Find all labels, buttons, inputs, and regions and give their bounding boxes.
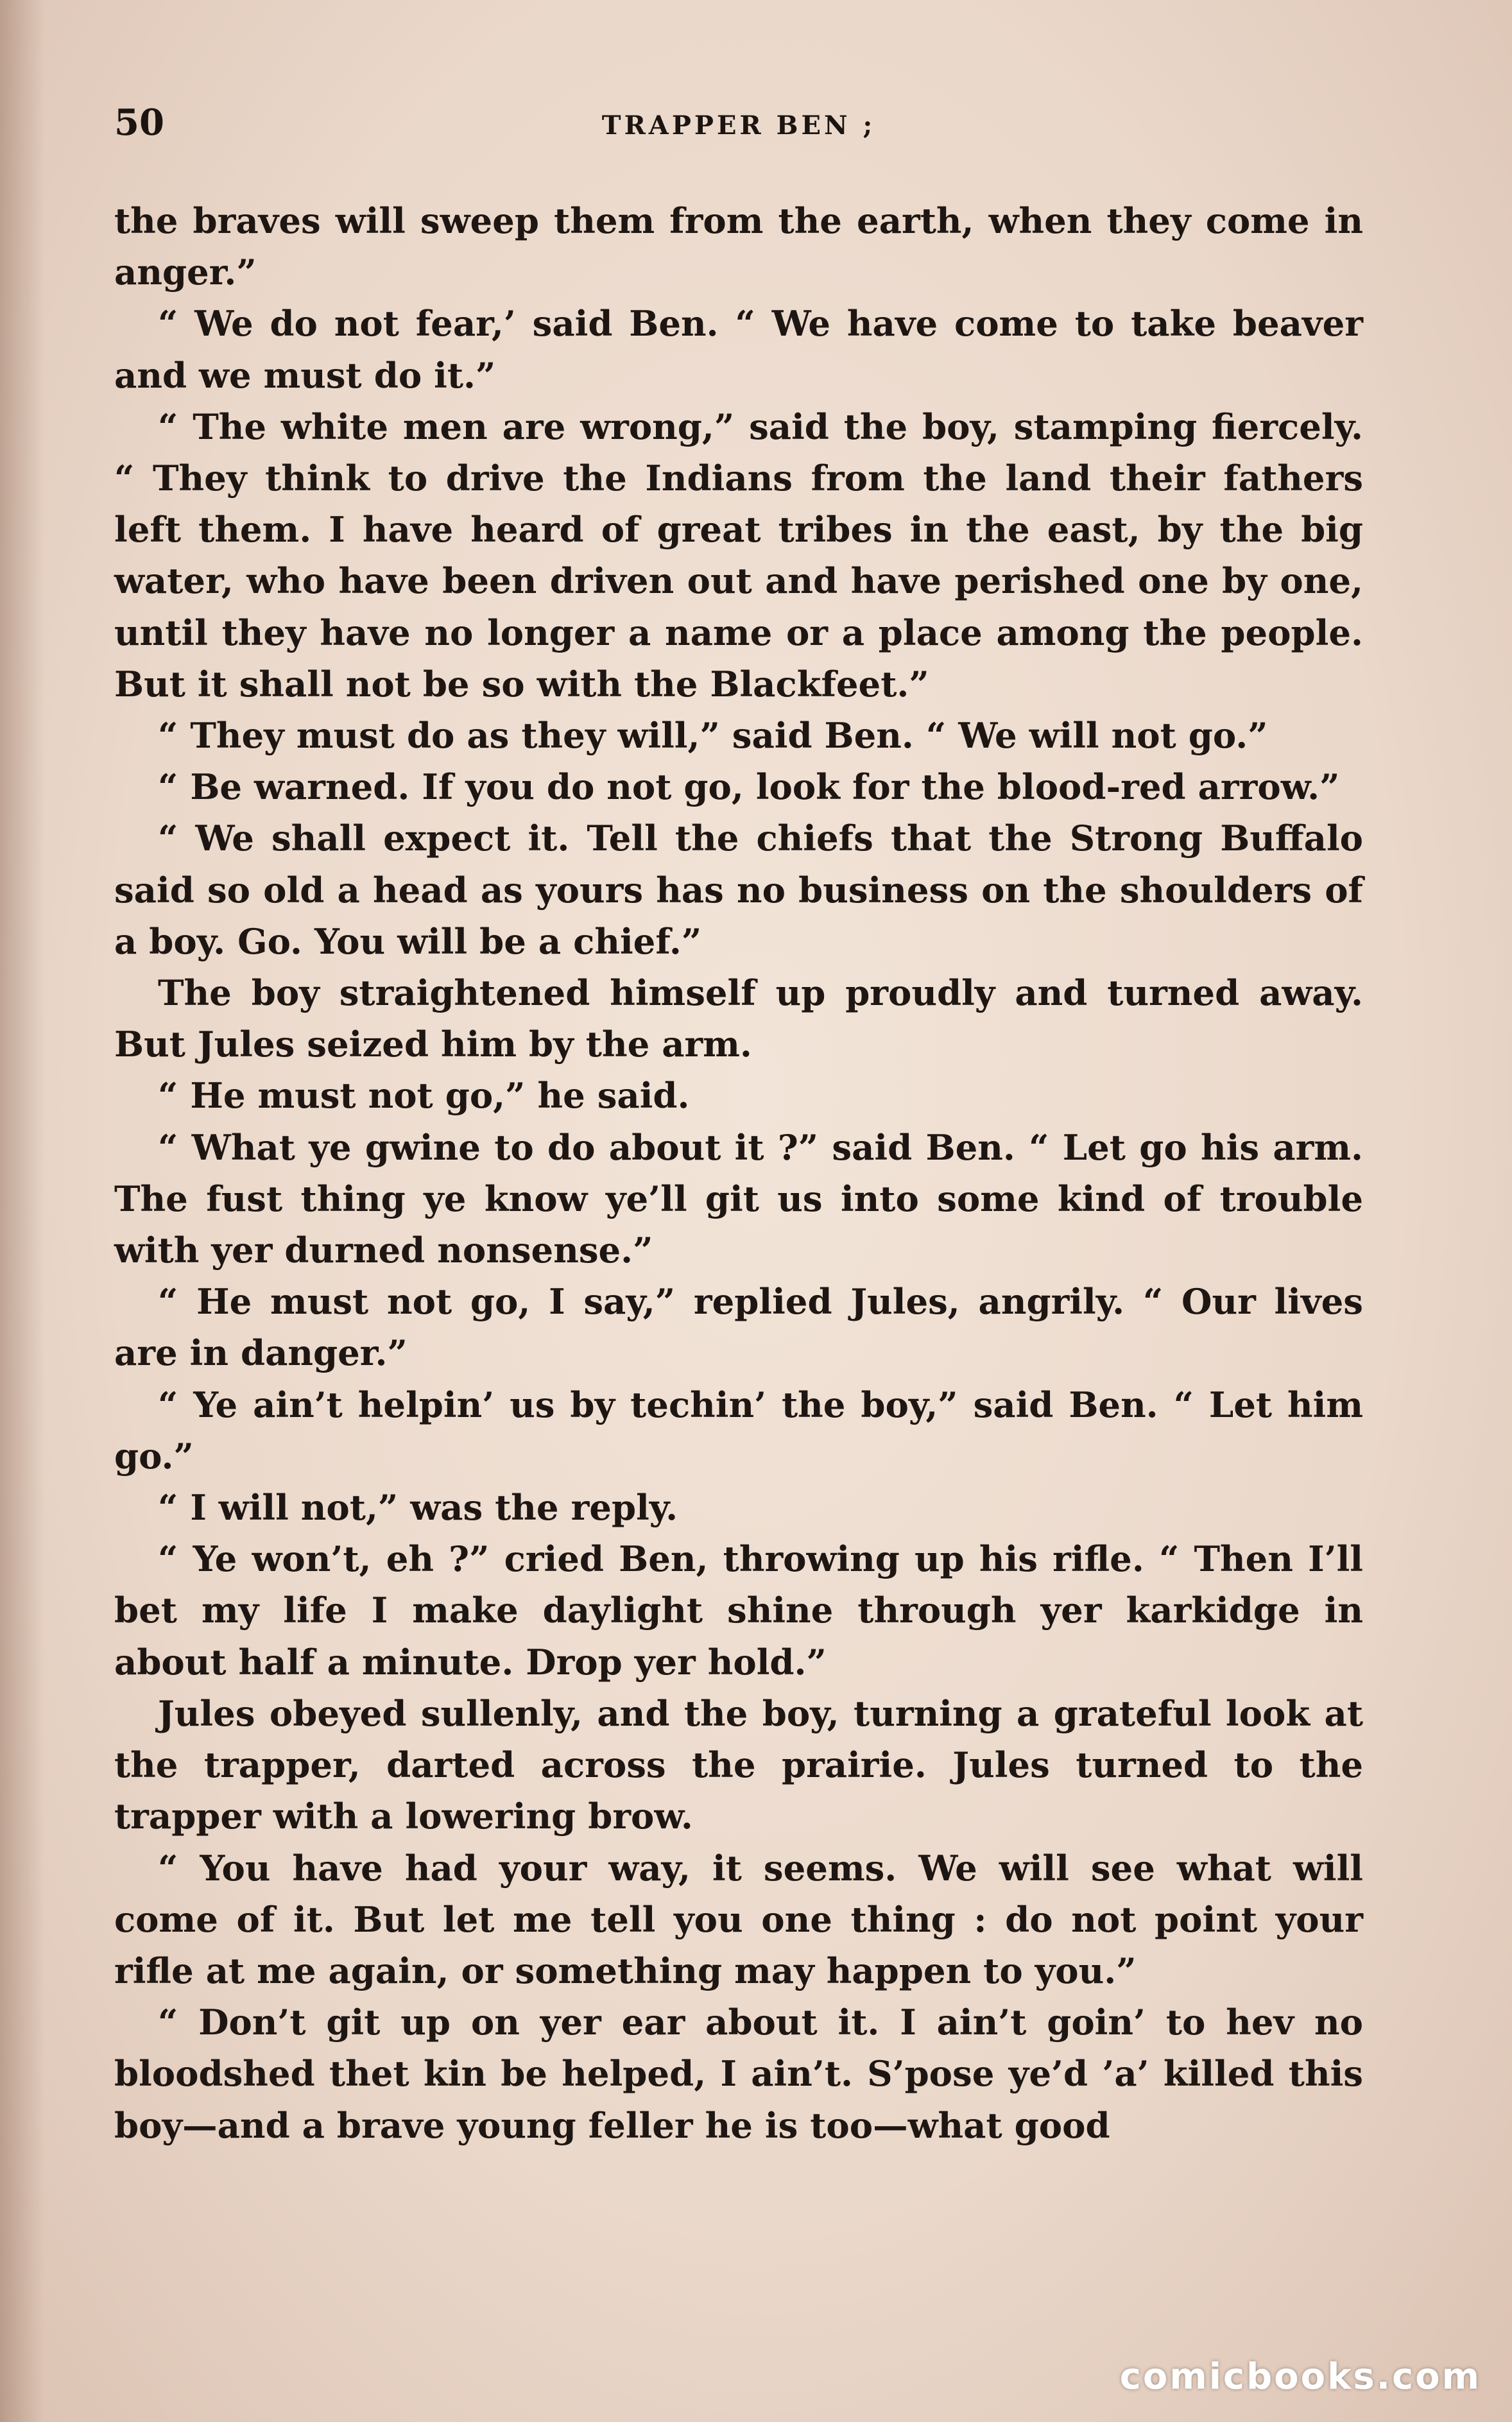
spine-shadow: [0, 0, 45, 2422]
paragraph: “ The white men are wrong,” said the boy, stamping fiercely. “ They think to drive the Indians from the land their fathers left them. I have heard of great tribes in the east, by the big water, who have been driven out and have perished one by one, until they have no longer a name or a place among the people. But it shall not be so with the Blackfeet.”: [114, 406, 1363, 705]
page-header: [114, 101, 1363, 153]
paragraph: “ We do not fear,’ said Ben. “ We have come to take beaver and we must do it.”: [114, 303, 1363, 396]
paragraph: “ Be warned. If you do not go, look for the blood-red arrow.”: [158, 766, 1340, 808]
paragraph: The boy straightened himself up proudly and turned away. But Jules seized him by the arm.: [114, 972, 1363, 1065]
paragraph: “ He must not go,” he said.: [158, 1075, 690, 1117]
paragraph: “ You have had your way, it seems. We will see what will come of it. But let me tell you one thing : do not point your rifle at me again, or something may happen to you.”: [114, 1847, 1363, 1991]
running-head: TRAPPER BEN ;: [601, 110, 876, 141]
paragraph: “ What ye gwine to do about it ?” said Ben. “ Let go his arm. The fust thing ye know ye’ll git us into some kind of trouble with yer durned nonsense.”: [114, 1126, 1363, 1271]
watermark: comicbooks.com: [1119, 2356, 1481, 2398]
paragraph: “ I will not,” was the reply.: [158, 1487, 678, 1529]
paragraph: “ They must do as they will,” said Ben. “ We will not go.”: [158, 715, 1268, 757]
page-number: 50: [114, 101, 164, 144]
paragraph: “ We shall expect it. Tell the chiefs that the Strong Buffalo said so old a head as yours has no business on the shoulders of a boy. Go. You will be a chief.”: [114, 818, 1363, 962]
paragraph: “ Ye ain’t helpin’ us by techin’ the boy,” said Ben. “ Let him go.”: [114, 1384, 1363, 1477]
paragraph: “ He must not go, I say,” replied Jules, angrily. “ Our lives are in danger.”: [114, 1281, 1363, 1374]
paragraph: the braves will sweep them from the earth, when they come in anger.”: [114, 200, 1363, 293]
paragraph: “ Ye won’t, eh ?” cried Ben, throwing up his rifle. “ Then I’ll bet my life I make daylight shine through yer karkidge in about half a minute. Drop yer hold.”: [114, 1538, 1363, 1683]
paragraph: Jules obeyed sullenly, and the boy, turning a grateful look at the trapper, darted across the prairie. Jules turned to the trapper with a lowering brow.: [114, 1692, 1363, 1837]
paragraph: “ Don’t git up on yer ear about it. I ain’t goin’ to hev no bloodshed thet kin be helped, I ain’t. S’pose ye’d ’a’ killed this boy—and a brave young feller he is too—what good: [114, 2002, 1363, 2146]
body-text: [114, 195, 1363, 2151]
